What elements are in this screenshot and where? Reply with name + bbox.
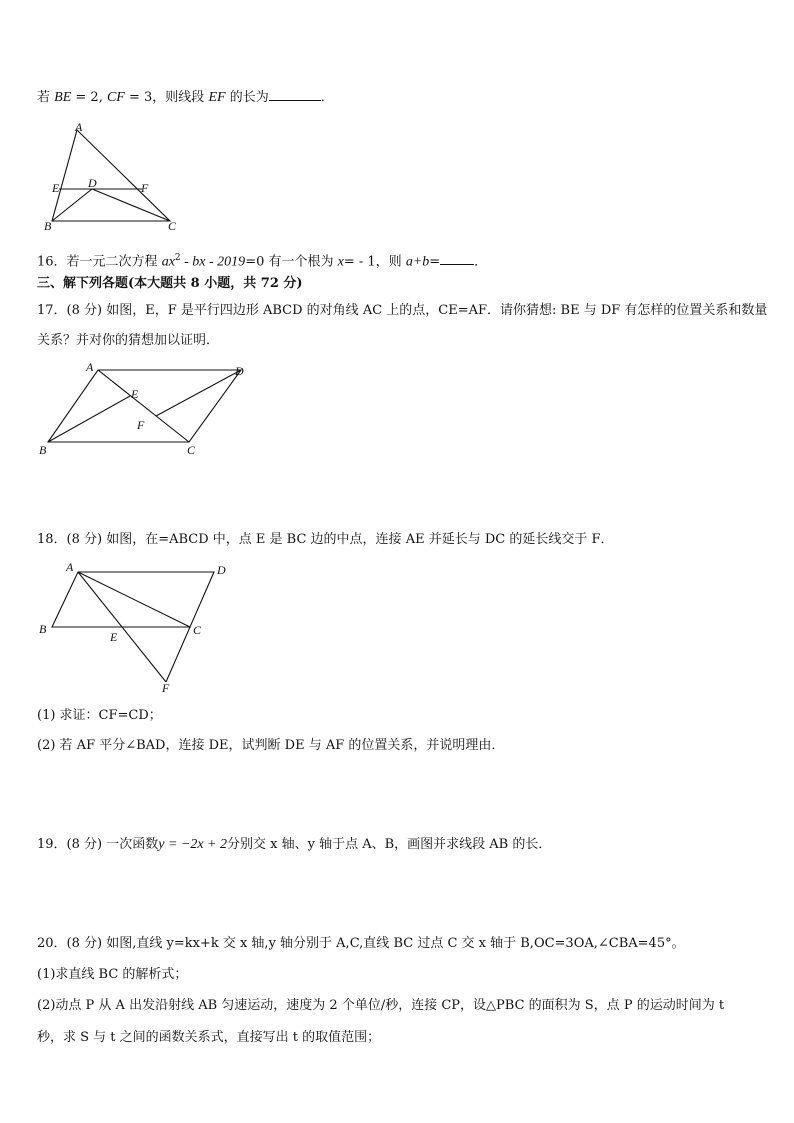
q17-line2: 关系？并对你的猜想加以证明．: [37, 333, 220, 348]
q18-label-f: F: [162, 681, 170, 695]
q15-label-d: D: [88, 176, 97, 190]
q17-label-f: F: [137, 418, 145, 432]
q18-sub1: (1) 求证：CF=CD；: [37, 708, 162, 723]
q18-label-d: D: [217, 563, 226, 577]
q20-line1: 20．(8 分) 如图,直线 y=kx+k 交 x 轴,y 轴分别于 A,C,直线 BC 过点 C 交 x 轴于 B,OC=3OA,∠CBA=45°。: [37, 936, 685, 951]
q16-ab: a+b: [405, 254, 430, 270]
q16-end: ．: [474, 254, 488, 270]
q17-line1: 17．(8 分) 如图，E，F 是平行四边形 ABCD 的对角线 AC 上的点，CE=AF．请你猜想: BE 与 DF 有怎样的位置关系和数量: [37, 303, 768, 318]
q17-segment-be: [48, 396, 130, 442]
q15-prefix: 若: [37, 90, 51, 105]
q15-eq1: = 2,: [71, 90, 103, 105]
q17-label-b: B: [39, 443, 47, 457]
q16-expr-a: ax: [161, 254, 175, 270]
q15-segments-bdc: [52, 189, 170, 221]
q15-suffix: 的长为: [229, 90, 269, 105]
q18-line1: 18．(8 分) 如图，在=ABCD 中，点 E 是 BC 边的中点，连接 AE 并延长与 DC 的延长线交于 F．: [37, 532, 614, 547]
q15-answer-blank: [269, 88, 321, 101]
q15-label-b: B: [44, 219, 52, 233]
q15-ef: EF: [208, 90, 226, 105]
section3-title: 三、解下列各题(本大题共 8 小题，共 72 分): [37, 276, 303, 291]
q18-label-a: A: [66, 560, 74, 574]
q20-sub1: (1)求直线 BC 的解析式；: [37, 967, 188, 982]
q17-label-e: E: [131, 387, 139, 401]
q16-number: 16．若一元二次方程: [37, 254, 158, 270]
q18-label-e: E: [110, 630, 118, 644]
q18-parallelogram-figure: [36, 558, 236, 698]
q16-sup: 2: [174, 253, 181, 263]
q16-line: [37, 249, 487, 271]
q17-label-c: C: [187, 443, 196, 457]
q15-cf: CF: [106, 90, 125, 105]
q15-mid: ，则线段: [152, 90, 205, 105]
q15-be: BE: [54, 90, 72, 105]
q17-parallelogram-figure: [36, 362, 251, 457]
q16-mid: =0 有一个根为: [245, 254, 334, 270]
q15-end: ．: [320, 90, 334, 105]
q18-diagonal-ac: [78, 572, 190, 627]
q17-label-a: A: [86, 360, 94, 374]
q15-eq2: = 3: [124, 90, 153, 105]
q19-prefix: 19．(8 分) 一次函数: [37, 837, 159, 852]
q16-expr-rest: - bx - 2019: [180, 254, 246, 270]
q15-label-f: F: [141, 181, 149, 195]
q18-extension-cf: [166, 627, 190, 682]
q16-eq: =: [429, 254, 441, 270]
q19-suffix: 分别交 x 轴、y 轴于点 A、B，画图并求线段 AB 的长．: [227, 837, 552, 852]
q16-root: = - 1，则: [343, 254, 402, 270]
q20-sub2-line2: 秒，求 S 与 t 之间的函数关系式，直接写出 t 的取值范围；: [37, 1030, 381, 1045]
q19-line: [37, 836, 551, 854]
q15-label-e: E: [52, 181, 60, 195]
q15-triangle-figure: [40, 122, 190, 234]
q17-parallelogram-abcd: [48, 370, 241, 442]
q18-sub2: (2) 若 AF 平分∠BAD，连接 DE，试判断 DE 与 AF 的位置关系，并说明理由．: [37, 738, 505, 753]
q15-label-c: C: [168, 219, 177, 233]
q17-segment-df: [156, 370, 241, 416]
q15-label-a: A: [75, 120, 83, 134]
q17-label-d: D: [235, 364, 244, 378]
q20-sub2-line1: (2)动点 P 从 A 出发沿射线 AB 匀速运动，速度为 2 个单位/秒，连接 CP，设△PBC 的面积为 S，点 P 的运动时间为 t: [37, 998, 725, 1013]
q15-condition-line: [37, 88, 334, 107]
q19-formula: y = −2x + 2: [158, 837, 228, 852]
q18-label-b: B: [39, 622, 47, 636]
q16-x: x: [337, 254, 344, 270]
q16-answer-blank: [440, 252, 474, 265]
q18-label-c: C: [193, 623, 202, 637]
